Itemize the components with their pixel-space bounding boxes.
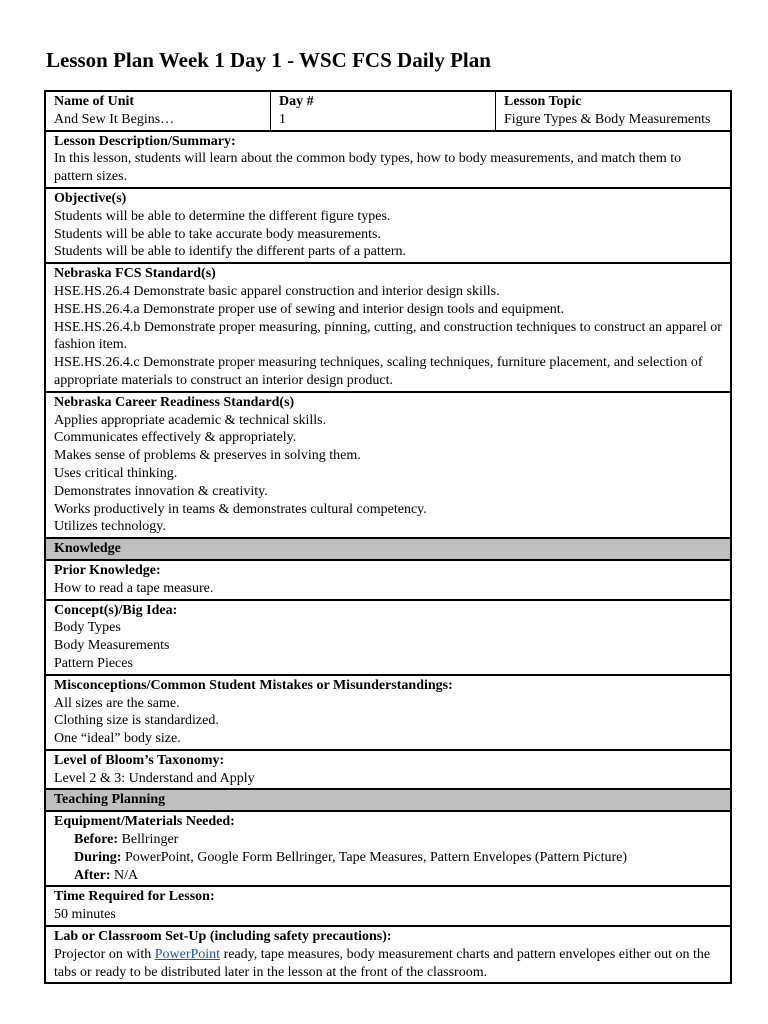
before-text: Bellringer bbox=[118, 832, 179, 848]
time-text: 50 minutes bbox=[54, 907, 116, 923]
header-row bbox=[46, 92, 730, 132]
blooms-text: Level 2 & 3: Understand and Apply bbox=[54, 770, 255, 786]
career-item: Communicates effectively & appropriately. bbox=[54, 430, 297, 446]
prior-knowledge-text: How to read a tape measure. bbox=[54, 580, 214, 596]
topic-label: Lesson Topic bbox=[504, 94, 582, 109]
unit-label: Name of Unit bbox=[54, 94, 135, 109]
lab-text-after: ready, tape measures, body measurement charts and pattern envelopes either out on the tabs or ready to be distributed later in the lesson at the front of the classroom. bbox=[54, 946, 711, 980]
description-heading: Lesson Description/Summary: bbox=[54, 133, 236, 149]
misconception-item: Clothing size is standardized. bbox=[54, 713, 219, 729]
after-label: After: bbox=[74, 867, 111, 883]
lab-text-before: Projector on with bbox=[54, 946, 155, 962]
topic-value: Figure Types & Body Measurements bbox=[504, 111, 711, 127]
concepts-heading: Concept(s)/Big Idea: bbox=[54, 602, 178, 618]
day-cell bbox=[271, 92, 496, 130]
standard-item: HSE.HS.26.4.c Demonstrate proper measuring techniques, scaling techniques, furniture placement, and selection of appropriate materials to construct an interior design product. bbox=[54, 355, 703, 388]
misconception-item: One “ideal” body size. bbox=[54, 731, 181, 747]
misconceptions-section bbox=[46, 676, 730, 751]
before-label: Before: bbox=[74, 832, 119, 848]
career-item: Works productively in teams & demonstrates cultural competency. bbox=[54, 501, 427, 517]
concepts-section bbox=[46, 601, 730, 676]
document-title: Lesson Plan Week 1 Day 1 - WSC FCS Daily Plan bbox=[46, 48, 491, 72]
equipment-during bbox=[54, 849, 723, 867]
equipment-after bbox=[54, 867, 723, 885]
lab-setup-text bbox=[54, 946, 723, 982]
equipment-heading: Equipment/Materials Needed: bbox=[54, 814, 235, 830]
career-standards-heading: Nebraska Career Readiness Standard(s) bbox=[54, 394, 295, 410]
concept-item: Pattern Pieces bbox=[54, 655, 133, 671]
concept-item: Body Types bbox=[54, 620, 121, 636]
day-label: Day # bbox=[279, 94, 314, 109]
teaching-planning-band: Teaching Planning bbox=[46, 790, 730, 812]
powerpoint-link[interactable]: PowerPoint bbox=[154, 946, 221, 962]
standard-item: HSE.HS.26.4.a Demonstrate proper use of sewing and interior design tools and equipment. bbox=[54, 301, 565, 317]
misconception-item: All sizes are the same. bbox=[54, 695, 180, 711]
career-item: Applies appropriate academic & technical skills. bbox=[54, 412, 327, 428]
prior-knowledge-section bbox=[46, 561, 730, 601]
career-item: Demonstrates innovation & creativity. bbox=[54, 483, 268, 499]
fcs-standards-section bbox=[46, 264, 730, 393]
objectives-heading: Objective(s) bbox=[54, 190, 127, 206]
standard-item: HSE.HS.26.4 Demonstrate basic apparel construction and interior design skills. bbox=[54, 283, 500, 299]
objective-item: Students will be able to determine the different figure types. bbox=[54, 208, 391, 224]
during-label: During: bbox=[74, 849, 122, 865]
description-text: In this lesson, students will learn about the common body types, how to body measurements, and match them to pattern sizes. bbox=[54, 151, 682, 185]
day-value: 1 bbox=[279, 111, 286, 127]
blooms-heading: Level of Bloom’s Taxonomy: bbox=[54, 752, 225, 768]
time-section bbox=[46, 887, 730, 927]
description-section bbox=[46, 132, 730, 189]
during-text: PowerPoint, Google Form Bellringer, Tape Measures, Pattern Envelopes (Pattern Picture) bbox=[121, 849, 628, 865]
unit-cell bbox=[46, 92, 271, 130]
objective-item: Students will be able to identify the different parts of a pattern. bbox=[54, 244, 406, 260]
misconceptions-heading: Misconceptions/Common Student Mistakes or Misunderstandings: bbox=[54, 677, 453, 693]
equipment-before bbox=[54, 831, 723, 849]
career-item: Uses critical thinking. bbox=[54, 465, 178, 481]
time-heading: Time Required for Lesson: bbox=[54, 889, 215, 905]
standard-item: HSE.HS.26.4.b Demonstrate proper measuring, pinning, cutting, and construction techniques to construct an apparel or fashion item. bbox=[54, 319, 722, 353]
prior-knowledge-heading: Prior Knowledge: bbox=[54, 562, 161, 578]
unit-value: And Sew It Begins… bbox=[54, 111, 175, 127]
objective-item: Students will be able to take accurate body measurements. bbox=[54, 226, 381, 242]
career-item: Makes sense of problems & preserves in solving them. bbox=[54, 448, 361, 464]
blooms-section bbox=[46, 751, 730, 791]
after-text: N/A bbox=[110, 867, 139, 883]
knowledge-band: Knowledge bbox=[46, 539, 730, 561]
lab-setup-heading: Lab or Classroom Set-Up (including safety precautions): bbox=[54, 929, 392, 945]
career-standards-section bbox=[46, 393, 730, 539]
career-item: Utilizes technology. bbox=[54, 519, 166, 535]
concept-item: Body Measurements bbox=[54, 638, 170, 654]
objectives-section bbox=[46, 189, 730, 264]
lab-setup-section bbox=[46, 927, 730, 984]
fcs-standards-heading: Nebraska FCS Standard(s) bbox=[54, 266, 216, 282]
topic-cell bbox=[496, 92, 730, 130]
lesson-plan-table bbox=[44, 90, 732, 984]
equipment-section bbox=[46, 812, 730, 887]
